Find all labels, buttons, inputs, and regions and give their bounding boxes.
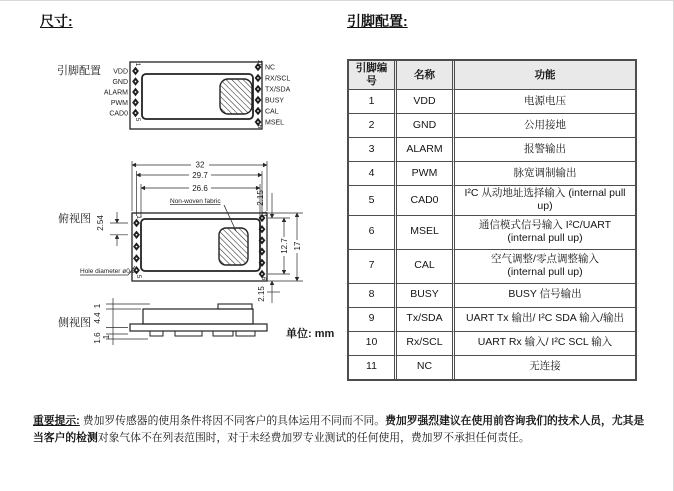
pin-function: 电源电压 [455,90,635,114]
solder-pad [236,331,255,336]
pin-name: NC [397,356,455,379]
pcb-board [130,324,267,331]
pin-icon [133,242,140,250]
header-name: 名称 [397,61,455,90]
dim-pitch: 2.54 [96,215,105,231]
pin-icon [132,109,139,117]
pin-no: 4 [349,162,397,186]
solder-pad [150,331,163,336]
pin-number: 1 [134,62,141,67]
pin-function: 无连接 [529,360,561,373]
pin-no: 8 [349,284,397,308]
note-text-bold: 费加罗强烈建议在使用前咨询我们的技术人员，尤其是当客户的检测 [33,414,645,444]
pin-label-rxscl: RX/SCL [265,75,291,83]
pin-name: VDD [397,90,455,114]
dim-body-height: 4.4 [93,312,102,324]
dimension-drawing [0,1,340,401]
pin-icon [255,107,262,115]
pin-name: CAL [397,250,455,284]
pin-label-vdd: VDD [113,68,128,76]
solder-pad [213,331,233,336]
pin-label-gnd: GND [112,79,128,86]
pin-no: 2 [349,114,397,138]
dim-pad-height: 1 [102,334,111,340]
pin-icon [132,67,139,75]
pin-function: 公用接地 [455,114,635,138]
pitch-dimension [110,212,128,246]
table-row [349,90,635,114]
table-row [349,356,635,379]
dimensions-title: 尺寸: [40,13,73,29]
fabric-annotation: Non-woven fabric [170,198,221,205]
pin-config-title: 引脚配置: [347,13,408,29]
dim-outer-width: 32 [195,160,205,170]
fabric-leader-line [224,205,236,231]
pin-number: 1 [135,215,142,219]
pin-label-pwm: PWM [110,100,128,107]
pin-no: 3 [349,138,397,162]
pin-icon [255,96,262,104]
pin-name: PWM [397,162,455,186]
function-line-1: 通信模式信号输入 I²C/UART [478,218,612,231]
pin-name: Rx/SCL [397,332,455,356]
pin-function: I²C 从动地址选择输入 (internal pull up) [455,186,635,215]
note-text-regular: 费加罗传感器的使用条件将因不同客户的具体运用不同而不同。 [79,414,386,427]
hole-annotation: Hole diameter ø0.9 [80,268,136,275]
pin-function: 报警输出 [455,138,635,162]
pin-icon [133,231,140,239]
side-view-diagram [58,298,334,345]
dim-height: 17 [293,241,302,251]
dim-inner-width: 26.6 [192,184,208,193]
sensor-bump [218,304,252,309]
pin-name: ALARM [397,138,455,162]
pin-number: 6 [260,276,267,281]
function-line-2: (internal pull up) [507,266,583,278]
solder-pad [175,331,202,336]
pin-icon [132,77,139,85]
pin-function: UART Tx 输出/ I²C SDA 输入/输出 [455,308,635,332]
table-row [349,186,635,215]
table-header-row [349,61,635,90]
pin-label-cal: CAL [265,108,279,116]
table-row [349,216,635,250]
pin-function-table [347,59,637,381]
pin-number: 5 [135,274,142,279]
table-row [349,162,635,186]
pin-config-label: 引脚配置 [57,65,101,77]
dim-pcb-thickness: 1.6 [93,332,102,344]
table-row [349,332,635,356]
pin-no: 1 [349,90,397,114]
pin-function [455,250,635,284]
sensor-fabric-area [220,79,252,114]
header-pin-number: 引脚编号 [349,61,397,90]
dim-bottom-right: 2.15 [257,286,266,302]
pin-no: 9 [349,308,397,332]
pin-no: 6 [349,216,397,250]
table-row [349,114,635,138]
pin-icon [132,98,139,106]
top-view-diagram [58,160,303,304]
pin-function [455,216,635,250]
note-text-regular: 对象气体不在列表范围时，对于未经费加罗专业测试的任何使用，费加罗不承担任何责任。 [97,431,530,444]
pin-label-cad0: CAD0 [109,110,128,118]
function-line-2: (internal pull up) [507,232,583,244]
function-line-1: 空气调整/零点调整输入 [491,252,599,265]
table-row [349,138,635,162]
pin-name: GND [397,114,455,138]
pin-number: 11 [260,210,267,218]
pin-no: 5 [349,186,397,215]
pin-label-txsda: TX/SDA [265,86,291,94]
pin-config-diagram [57,60,291,129]
dim-pin-span: 12.7 [280,238,289,254]
pin-function: UART Rx 输入/ I²C SCL 输入 [455,332,635,356]
pin-function: 脉宽调制输出 [455,162,635,186]
pin-icon [255,85,262,93]
pin-label-alarm: ALARM [103,89,128,97]
pin-label-msel: MSEL [265,119,285,127]
component-body [143,309,253,324]
side-view-label: 侧视图 [58,317,91,329]
pin-name: Tx/SDA [397,308,455,332]
header-function: 功能 [455,61,635,90]
pin-number: 6 [256,124,263,129]
sensor-fabric-area [219,228,248,265]
table-row [349,308,635,332]
pin-icon [133,254,140,262]
pin-number: 5 [134,117,141,122]
dim-bump-height: 1 [93,303,102,309]
important-note [33,413,655,447]
pin-number: 11 [256,59,263,67]
unit-label: 单位: mm [286,328,335,340]
pin-icon [133,219,140,227]
pin-function: BUSY 信号输出 [455,284,635,308]
pin-no: 7 [349,250,397,284]
pin-name: BUSY [397,284,455,308]
pin-label-busy: BUSY [265,97,285,105]
dim-top-right: 2.15 [256,190,265,206]
top-view-label: 俯视图 [58,213,91,225]
pin-label-nc: NC [265,64,276,72]
note-prefix: 重要提示: [33,414,80,427]
pin-icon [255,74,262,82]
pin-no: 10 [349,332,397,356]
pin-name: MSEL [397,216,455,250]
table-row [349,250,635,284]
pin-icon [132,88,139,96]
pin-name: CAD0 [397,186,455,215]
pin-no: 11 [349,356,397,379]
table-row [349,284,635,308]
dim-mid-width: 29.7 [192,171,208,180]
